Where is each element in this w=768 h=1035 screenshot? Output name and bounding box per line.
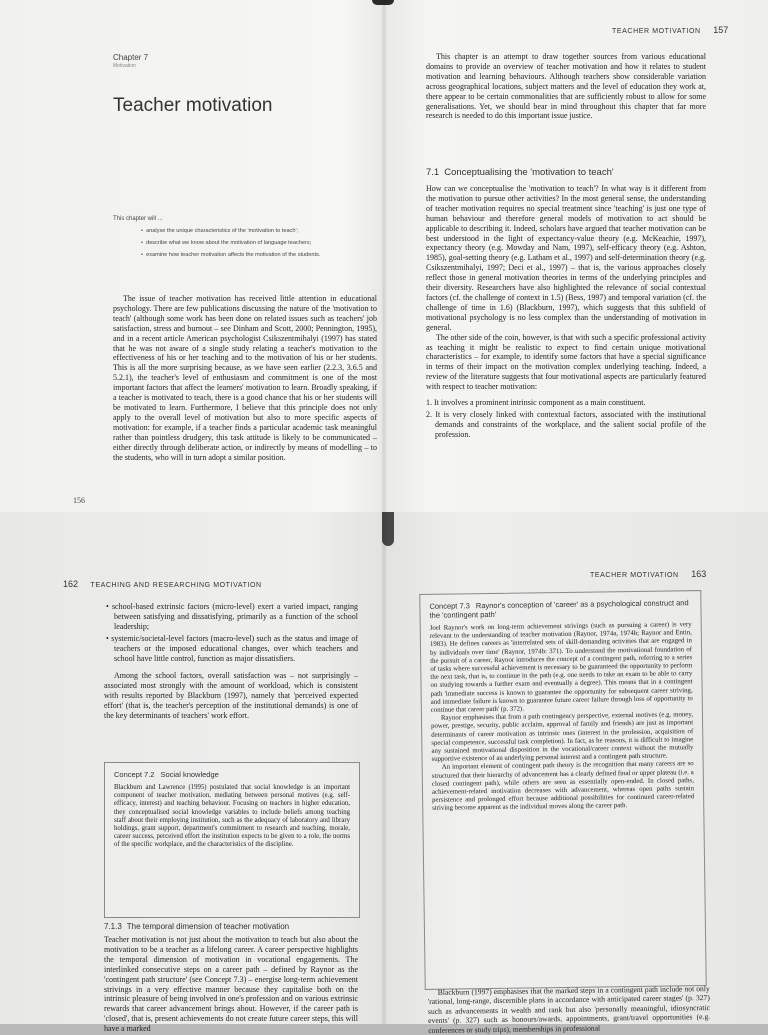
chapter-label: Chapter 7 [113, 53, 149, 62]
chapter-intro-paragraph: This chapter is an attempt to draw together sources from various educational domains to provide an overview of teacher motivation and how it relates to student motivation and learning behaviours. Although teachers show considerable variation across geographical locations, subject matters and the level of education they work at, there appear to be certain commonalities that are sufficiently robust to allow for some generalisations. Yet, we should bear in mind throughout this chapter that far more research is needed to do this important issue justice. [426, 52, 706, 121]
page-number: 162 [63, 579, 79, 589]
running-head: 162 TEACHING AND RESEARCHING MOTIVATION [63, 579, 262, 589]
concept-body: Blackburn and Lawrence (1995) postulated that social knowledge is an important component of teacher motivation, mediating between personal motives (e.g. self-efficacy, interest) and teaching behaviour. Focusing on teachers in higher education, they conceptualised social knowledge variables to include beliefs among teaching staff about their employing institution, such as the adequacy of laboratory and library holdings, grant support, department's commitment to research and teaching, morale, career success, perceived effort the institution expects to be given to a role, the norms of the specific workplace, and the characteristics of the discipline. [114, 784, 350, 849]
page-157 [384, 0, 768, 512]
list-item: 2. It is very closely linked with contextual factors, associated with the institutional demands and constraints of the workplace, and the salient social profile of the profession. [426, 409, 706, 439]
career-path-paragraph: Blackburn (1997) emphasises that the marked steps in a contingent path include not only 'rational, long-range, discernible plans in accordance with anticipated career stages' (p. 327) such as advancements in wealth and rank but also 'personally meaningful, idiosyncratic events' (p. 327) such as honours/awards, appointments, grant/travel opportunities (e.g. conferences or study trips), memberships in professional [427, 984, 711, 1035]
page-number: 157 [713, 25, 729, 35]
bottom-spread [0, 512, 768, 1035]
concept-title: Concept 7.2 Social knowledge [114, 770, 219, 779]
chapter-opening-paragraph: The issue of teacher motivation has received little attention in educational psychology. There are few publications discussing the nature of the 'motivation to teach' (although some work has been done on related issues such as teachers' job satisfaction, stress and burnout – see Dinham and Scott, 2000; Pennington, 1995), and in a recent article American psychologist Csikszentmihalyi (1997) has stated that he was not aware of a single study relating a teacher's motivation to the effectiveness of his or her teaching and to the motivation of his or her students. This is all the more surprising because, as we have seen earlier (2.2.3, 3.6.5 and 5.2.1), the teacher's level of enthusiasm and commitment is one of the most important factors that affect the learners' motivation to learn. Broadly speaking, if a teacher is motivated to teach, there is a good chance that his or her students will be motivated to learn. Furthermore, I believe that this principle does not only apply to the overall level of motivation but also to more specific aspects of motivation: for example, if a teacher finds a particular academic task meaningful rather than pointless drudgery, this task attitude is likely to be communicated – either directly through deliberate action, or indirectly by means of modelling – to the students, who will in turn adopt a similar position. [113, 294, 377, 462]
running-head: TEACHER MOTIVATION 157 [612, 25, 729, 35]
list-item: 1. It involves a prominent intrinsic component as a main constituent. [426, 398, 646, 408]
aim-item: • analyse the unique characteristics of the 'motivation to teach'; [141, 228, 376, 234]
list-item: • systemic/societal-level factors (macro-level) such as the status and image of teachers or the imposed educational changes, over which teachers and school have little control, function as major dissatisfiers. [104, 634, 358, 664]
page-number-156: 156 [73, 496, 85, 505]
running-head: TEACHER MOTIVATION 163 [590, 569, 707, 579]
factors-list-block [104, 602, 358, 721]
concept-7-3-box [419, 590, 707, 990]
section-heading-7-1-3: 7.1.3 The temporal dimension of teacher motivation [104, 922, 290, 931]
chapter-sublabel: Motivation [113, 63, 136, 69]
aim-item: • examine how teacher motivation affects the motivation of the students. [141, 252, 376, 258]
aim-item: • describe what we know about the motivation of language teachers; [141, 240, 376, 246]
top-spread [0, 0, 768, 512]
section-heading-7-1: 7.1 Conceptualising the 'motivation to teach' [426, 167, 614, 178]
section-7-1-body: How can we conceptualise the 'motivation to teach'? In what way is it different from the motivation to pursue other activities? In the most general sense, the understanding of teacher motivation requires no special treatment since 'teaching' is just one type of human behaviour and therefore general models of motivation to act should be applicable to describing it. Indeed, scholars have argued that teacher motivation can be best understood in the light of expectancy-value theory (e.g. McKeachie, 1997), expectancy theory (e.g. Mowday and Nam, 1997), self-efficacy theory (e.g. Ashton, 1985), goal-setting theory (e.g. Latham et al., 1997) and self-determination theory (e.g. Csikszentmihalyi, 1997; Deci et al., 1997) – that is, the various approaches closely reflect those in general motivation theories in terms of the underlying principles and their diversity. Researchers have also highlighted the relevance of social contextual factors (cf. the challenge of context in 1.5) (Bess, 1997) and temporal variation (cf. the challenge of time in 1.6) (Blackburn, 1997), which suggests that this subfield of motivational psychology is no less complex than the understanding of motivation in general. The other side of the coin, however, is that with such a specific professional activity as teaching it might be realistic to expect to find certain unique motivational characteristics – for example, to identify some factors that have a special significance in terms of their impact on the motivation complex underlying teaching. Indeed, a review of the literature suggests that four motivational aspects are particularly featured with respect to teacher motivation: 1. It involves a prominent intrinsic component as a main constituent. 2. It is very closely linked with contextual factors, associated with the institutional demands and constraints of the workplace, and the salient social profile of the profession. [426, 184, 706, 439]
concept-7-2-box [104, 762, 360, 918]
list-item: • school-based extrinsic factors (micro-level) exert a varied impact, ranging between satisfying and dissatisfying, primarily as a function of the school leadership; [104, 602, 358, 632]
page-156 [0, 0, 384, 512]
page-163 [384, 512, 768, 1035]
chapter-title: Teacher motivation [113, 95, 273, 116]
factors-bullet-list [104, 602, 358, 663]
chapter-will-intro: This chapter will ... [113, 216, 163, 222]
page-162 [0, 512, 384, 1034]
chapter-aims-list [141, 228, 376, 264]
section-7-1-3-body: Teacher motivation is not just about the motivation to teach but also about the motivation to be a teacher as a lifelong career. A career perspective highlights the temporal dimension of motivation in vocational engagements. The interlinked consecutive steps on a career path – defined by Raynor as the 'contingent path structure' (see Concept 7.3) – energise long-term achievement strivings in a very effective manner because they capitalise both on the intrinsic pleasure of being involved in one's profession and on various extrinsic rewards that career advancement brings about. However, if the career path is 'closed', that is, present achievements do not create future career steps, this will have a marked [104, 935, 358, 1034]
motivation-aspects-list [426, 398, 706, 440]
school-factors-paragraph: Among the school factors, overall satisfaction was – not surprisingly – associated most strongly with the amount of workload, which is consistent with results reported by Blackburn (1997), namely that 'perceived expected effort' (that is, the teacher's perception of the institutional demands) is one of the key determinants of teachers' work effort. [104, 671, 358, 721]
page-number: 163 [691, 569, 707, 579]
concept-body: Joel Raynor's work on long-term achievement strivings (such as pursuing a career) is very relevant to the understanding of teacher motivation (Raynor, 1974a, 1974b; Raynor and Entin, 1983). He defines careers as 'interrelated sets of skill-demanding activities that are engaged in by individuals over time' (Raynor, 1974b: 371). To understand the motivational foundation of the pursuit of a career, Raynor introduces the concept of a contingent path, referring to a series of tasks where successful achievement is necessary to be guaranteed the opportunity to perform the next task, that is, to continue in the path (e.g. one needs to take an exam to be able to carry on studying towards a further exam and eventually a degree). This means that in a contingent path 'immediate success is known to guarantee the opportunity for subsequent career striving, and immediate failure is known to guarantee future career failure through loss of opportunity to continue that career path' (p. 372). Raynor emphasises that from a path contingency perspective, external motives (e.g. money, power, prestige, security, public acclaim, approval of family and friends) are just as important determinants of career motivation as intrinsic ones (interest in the profession, acquisition of special competence, successful task completion). In fact, as he reasons, it is difficult to imagine any sustained motivational disposition in the vocational/career context without the mutually supportive existence of an underlying personal interest and a contingent path structure. An important element of contingent path theory is the recognition that many careers are so structured that their hierarchy of advancement has a clearly defined final or upper plateau (i.e. a closed contingent path), while others are seen as essentially open-ended. In closed paths, achievement-related motivation decreases with advancement, whereas open paths sustain persistence and prolonged effort because additional possibilities for continued career-related striving become apparent as the individual moves along the career path. [429, 621, 695, 813]
concept-title: Concept 7.3 Raynor's conception of 'career' as a psychological construct and the 'contingent path' [429, 598, 689, 620]
